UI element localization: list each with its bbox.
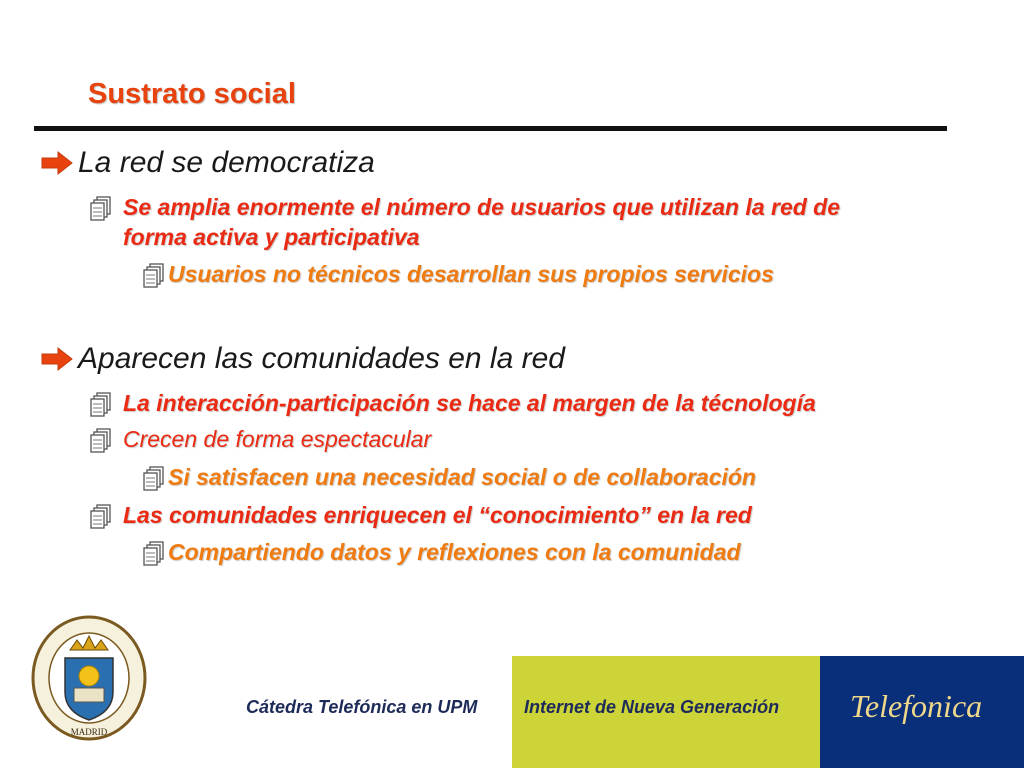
document-stack-icon	[143, 263, 165, 289]
svg-text:Telefonica: Telefonica	[850, 688, 983, 724]
section-heading-1: La red se democratiza	[78, 146, 375, 179]
document-stack-icon	[90, 504, 112, 530]
bullet-text: Crecen de forma espectacular	[123, 426, 432, 452]
footer-course-label: Internet de Nueva Generación	[524, 697, 780, 717]
title-divider	[34, 126, 947, 131]
university-seal-logo	[30, 614, 148, 742]
sub-bullet-text: Usuarios no técnicos desarrollan sus propios servicios	[168, 261, 774, 287]
bullet-text: La interacción-participación se hace al margen de la técnología	[123, 390, 816, 416]
arrow-right-icon	[40, 150, 74, 176]
document-stack-icon	[90, 428, 112, 454]
telefonica-logo	[848, 683, 998, 731]
arrow-right-icon	[40, 346, 74, 372]
sub-bullet-text: Si satisfacen una necesidad social o de collaboración	[168, 464, 756, 490]
document-stack-icon	[90, 196, 112, 222]
sub-bullet-text: Compartiendo datos y reflexiones con la comunidad	[168, 539, 741, 565]
section-heading-2: Aparecen las comunidades en la red	[78, 342, 565, 375]
document-stack-icon	[143, 541, 165, 567]
bullet-text-continuation: forma activa y participativa	[123, 224, 420, 250]
footer-chair-label: Cátedra Telefónica en UPM	[246, 697, 478, 717]
slide-title: Sustrato social	[88, 78, 296, 110]
document-stack-icon	[90, 392, 112, 418]
svg-text:MADRID: MADRID	[70, 727, 108, 737]
document-stack-icon	[143, 466, 165, 492]
bullet-text: Se amplia enormente el número de usuarios que utilizan la red de	[123, 194, 841, 220]
bullet-text: Las comunidades enriquecen el “conocimiento” en la red	[123, 502, 752, 528]
